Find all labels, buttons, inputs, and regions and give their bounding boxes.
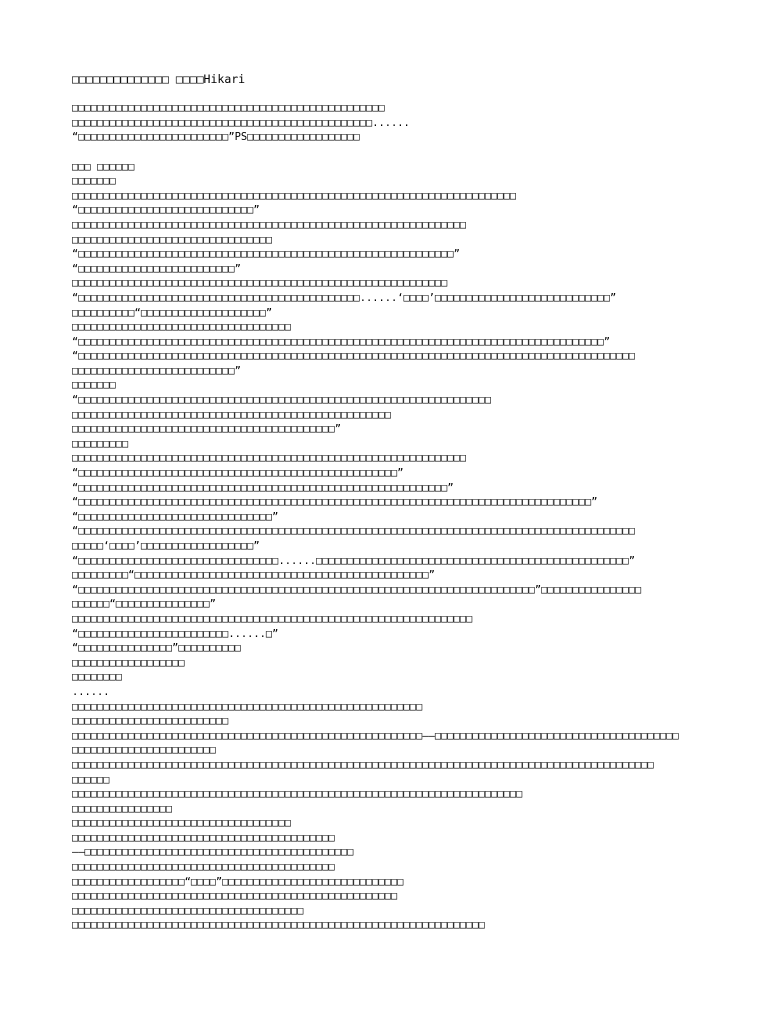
spacer <box>72 87 712 102</box>
text-line: “□□□□□□□□□□□□□□□□□□□□□□□□□□□□□□□” <box>72 510 279 523</box>
text-line: “□□□□□□□□□□□□□□□□□□□□□□□□”PS□□□□□□□□□□□□□□□□□□ <box>72 131 360 144</box>
text-line: □□□□□□□□□ <box>72 437 129 450</box>
intro-paragraph <box>72 101 712 145</box>
text-line: □□□□□□□□ <box>72 671 123 684</box>
text-line: □□□□□□□□□□□□□□□□□□□□□□□□□□□□□□□□□□□□□□□□□□□□□□□□□□□□□□□□——□□□□□□□□□□□□□□□□□□□□□□□□□□□□□□□□□□□□□□□ <box>72 729 679 742</box>
text-line: □□□□□□□ <box>72 175 116 188</box>
text-line: □□□□□□□□□□□□□□□□□□□□□□□□□□□□□□□□□□□□□□□□□□□□□□□□□□□□□□□□□□□□ <box>72 277 448 290</box>
text-line: □□□□□□□ <box>72 379 116 392</box>
document-body <box>72 160 712 933</box>
text-line: □□□□□□□□□□□□□□□□□□□□□□□□□□□□□□□□□□□□□□□□□□□□□□□□□□□□□□□□□□□□□□□□□□ <box>72 919 485 932</box>
text-line: □□□□□□□□□□□□□□□□□□□□□□□□□□□□□□□□□□□□□□□□□□□□□□□□□□□ <box>72 408 392 421</box>
text-line: ...... <box>72 685 110 698</box>
text-line: □□□□□□□□□□□□□□□□□□□□□□□□□□□□□□□□□□□□□□□□□□□□□□□□□□□□□□□□□□□□□□□ <box>72 218 467 231</box>
text-line: □□□□□□□□□□□□□□□□□□□□□□□□□□□□□□□□□□□□□□□□□□□□□□□□□□□□□□□□□□□□□□□□ <box>72 612 473 625</box>
text-line: “□□□□□□□□□□□□□□□□□□□□□□□□□□□□□□□□□□□□□□□□□□□□□□□□□□□□□□□□□□□□□□□□□□□□□□□□□”□□□□□□□□□□□□□□□□ <box>72 583 642 596</box>
text-line: “□□□□□□□□□□□□□□□□□□□□□□□□□□□□□□□□□□□□□□□□□□□□□□□□□□□□□□□□□□□□□□□□□□□□□□□□□□□□□□□□□□” <box>72 496 598 509</box>
text-line: □□□□□□□□□□□□□□□□□□□□□□□□□□□□□□□□□□□□□□□□□□□□□□□□□□□□ <box>72 890 398 903</box>
text-line: “□□□□□□□□□□□□□□□□□□□□□□□□□” <box>72 262 241 275</box>
text-line: ——□□□□□□□□□□□□□□□□□□□□□□□□□□□□□□□□□□□□□□□□□□□ <box>72 846 354 859</box>
document-page <box>72 72 712 933</box>
text-line: □□□□□□□□□□□□□□□□□□□□□□□□□□□□□□□□□□□□□□□□□□ <box>72 831 335 844</box>
text-line: “□□□□□□□□□□□□□□□”□□□□□□□□□□ <box>72 642 241 655</box>
document-title: □□□□□□□□□□□□□□ □□□□Hikari <box>72 72 246 86</box>
text-line: □□□□□□□□□□□□□□□□□□□□□□□□□□□□□□□□□□□□□□□□□□□□□□□□□□□□□□□□ <box>72 700 423 713</box>
text-line: □□□□□□“□□□□□□□□□□□□□□□” <box>72 598 216 611</box>
text-line: “□□□□□□□□□□□□□□□□□□□□□□□□□□□□□□□□□□□□□□□□□□□□□□□□□□□” <box>72 467 404 480</box>
text-line: □□□□□□□□□□“□□□□□□□□□□□□□□□□□□□□” <box>72 306 273 319</box>
text-line: □□□□□□□□□□□□□□□□□□ <box>72 656 185 669</box>
text-line: “□□□□□□□□□□□□□□□□□□□□□□□□□□□□□□□□□□□□□□□□□□□□□□□□□□□□□□□□□□□□□□□□□□□□□□□□□□□□□□□□□□□□□□□□□ <box>72 525 636 538</box>
text-line: □□□□□□□□□□□□□□□□□□“□□□□”□□□□□□□□□□□□□□□□□□□□□□□□□□□□□ <box>72 875 404 888</box>
text-line: □□□ □□□□□□ <box>72 160 135 173</box>
text-line: □□□□□□□□□□□□□□□□□□□□□□□□□□□□□□□□□□□ <box>72 817 291 830</box>
text-line: “□□□□□□□□□□□□□□□□□□□□□□□□□□□□□□□□......□□□□□□□□□□□□□□□□□□□□□□□□□□□□□□□□□□□□□□□□□□□□□□□□□□” <box>72 554 636 567</box>
text-line: “□□□□□□□□□□□□□□□□□□□□□□□□□□□□□□□□□□□□□□□□□□□□□□□□□□□□□□□□□□□□□□□□□□□□□□□□□□□□□□□□□□□□□□□□□ <box>72 350 636 363</box>
text-line: □□□□□□□□□□□□□□□□□□□□□□□□□□□□□□□□□□□□□□□□□□□□□□□□□□□□□□□□□□□□□□□□□□□□□□□□□□□□□□□□□□□□□□□□□□□□□ <box>72 758 654 771</box>
text-line: “□□□□□□□□□□□□□□□□□□□□□□□□......□” <box>72 627 279 640</box>
text-line: □□□□□□□□□□□□□□□□□□□□□□□□□ <box>72 715 229 728</box>
text-line: □□□□□□□□□□□□□□□□□□□□□□□□□□□□□□□□□□□□□□□□□□□□□□□□□□□□□□□□□□□□□□□ <box>72 452 467 465</box>
text-line: □□□□□□□□□□□□□□□□□□□□□□□ <box>72 744 216 757</box>
text-line: “□□□□□□□□□□□□□□□□□□□□□□□□□□□□□□□□□□□□□□□□□□□□□□□□□□□□□□□□□□□□” <box>72 248 460 261</box>
text-line: □□□□□□ <box>72 773 110 786</box>
text-line: □□□□□□□□□□□□□□□□□□□□□□□□□□□□□□□□□□□ <box>72 321 291 334</box>
text-line: □□□□□□□□□□□□□□□□ <box>72 802 173 815</box>
text-line: □□□□□□□□□□□□□□□□□□□□□□□□□□” <box>72 364 241 377</box>
text-line: □□□□□□□□□□□□□□□□□□□□□□□□□□□□□□□□□□□□□□□□□□ <box>72 861 335 874</box>
text-line: □□□□□□□□□□□□□□□□□□□□□□□□□□□□□□□□□□□□□□□□□□□□□□□□...... <box>72 116 410 129</box>
text-line: □□□□□□□□□“□□□□□□□□□□□□□□□□□□□□□□□□□□□□□□□□□□□□□□□□□□□□□□□” <box>72 569 435 582</box>
spacer <box>72 145 712 160</box>
text-line: □□□□□□□□□□□□□□□□□□□□□□□□□□□□□□□□ <box>72 233 273 246</box>
text-line: □□□□□□□□□□□□□□□□□□□□□□□□□□□□□□□□□□□□□□□□□□□□□□□□□□□□□□□□□□□□□□□□□□□□□□□□ <box>72 788 523 801</box>
text-line: “□□□□□□□□□□□□□□□□□□□□□□□□□□□□□□□□□□□□□□□□□□□□□□□□□□□□□□□□□□□□□□□□□□ <box>72 394 492 407</box>
text-line: □□□□□□□□□□□□□□□□□□□□□□□□□□□□□□□□□□□□□□□□□□□□□□□□□□ <box>72 102 385 115</box>
text-line: “□□□□□□□□□□□□□□□□□□□□□□□□□□□□□□□□□□□□□□□□□□□□□......‘□□□□’□□□□□□□□□□□□□□□□□□□□□□□□□□□□” <box>72 291 617 304</box>
text-line: □□□□□□□□□□□□□□□□□□□□□□□□□□□□□□□□□□□□□□□□□□□□□□□□□□□□□□□□□□□□□□□□□□□□□□□ <box>72 189 517 202</box>
text-line: “□□□□□□□□□□□□□□□□□□□□□□□□□□□□” <box>72 204 260 217</box>
text-line: “□□□□□□□□□□□□□□□□□□□□□□□□□□□□□□□□□□□□□□□□□□□□□□□□□□□□□□□□□□□” <box>72 481 454 494</box>
text-line: □□□□□‘□□□□’□□□□□□□□□□□□□□□□□□” <box>72 540 260 552</box>
text-line: □□□□□□□□□□□□□□□□□□□□□□□□□□□□□□□□□□□□□ <box>72 904 304 917</box>
text-line: “□□□□□□□□□□□□□□□□□□□□□□□□□□□□□□□□□□□□□□□□□□□□□□□□□□□□□□□□□□□□□□□□□□□□□□□□□□□□□□□□□□□□” <box>72 335 610 348</box>
text-line: □□□□□□□□□□□□□□□□□□□□□□□□□□□□□□□□□□□□□□□□□□” <box>72 423 341 436</box>
